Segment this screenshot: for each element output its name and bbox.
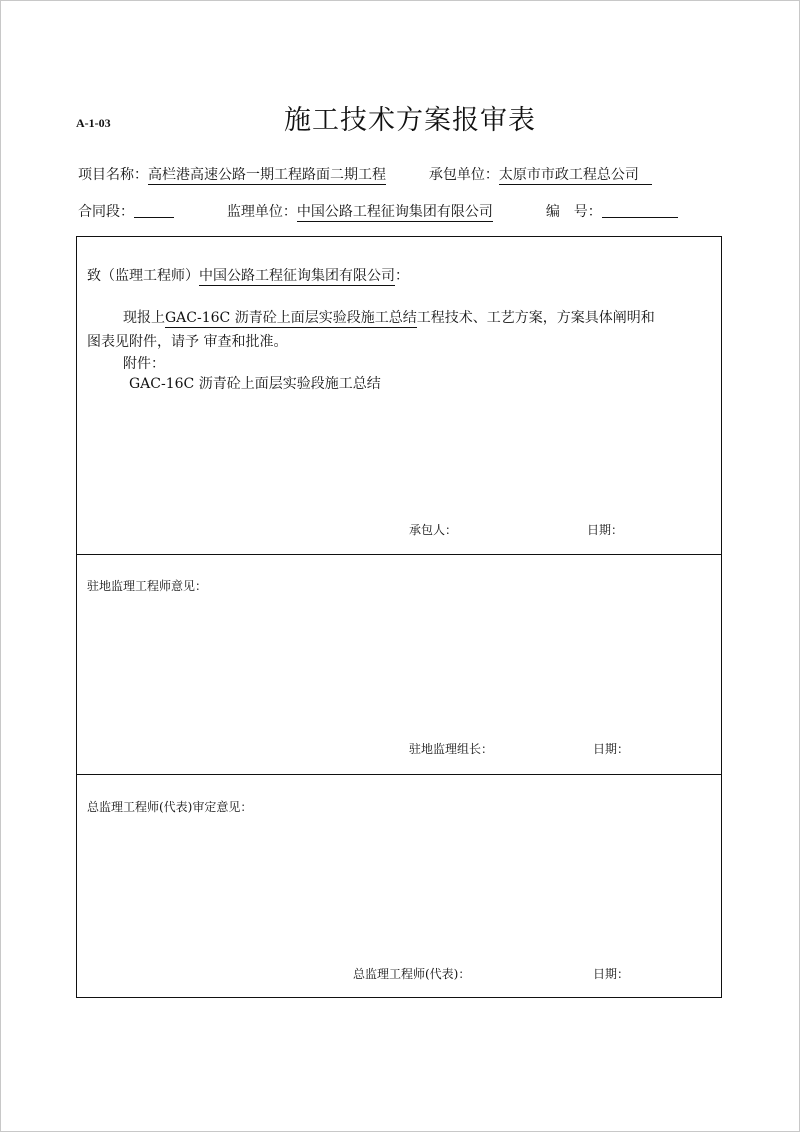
attachment-item: GAC-16C 沥青砼上面层实验段施工总结 <box>129 376 381 392</box>
addressee-value: 中国公路工程征询集团有限公司 <box>199 268 395 284</box>
contractor-signer-label: 承包人： <box>409 523 458 537</box>
submission-line-2: 图表见附件，请予 审查和批准。 <box>87 334 288 350</box>
submission-subject: GAC-16C 沥青砼上面层实验段施工总结 <box>165 310 417 326</box>
resident-engineer-heading: 驻地监理工程师意见： <box>87 579 208 593</box>
form-code: A-1-03 <box>76 116 111 130</box>
page-title: 施工技术方案报审表 <box>284 105 536 136</box>
contractor-date-label: 日期： <box>587 523 624 537</box>
contract-info-row <box>78 201 678 221</box>
section-divider-2 <box>77 774 721 775</box>
contractor-value: 太原市市政工程总公司 <box>499 167 652 185</box>
number-label: 编 号： <box>545 204 602 220</box>
number-field[interactable] <box>602 202 678 218</box>
chief-date-label: 日期： <box>593 967 630 981</box>
supervisor-value: 中国公路工程征询集团有限公司 <box>296 204 493 220</box>
chief-engineer-heading: 总监理工程师(代表)审定意见： <box>87 800 253 814</box>
addressee-line: 致（监理工程师）中国公路工程征询集团有限公司： <box>87 268 409 284</box>
contractor-label: 承包单位： <box>428 167 499 183</box>
chief-engineer-signer-label: 总监理工程师(代表)： <box>353 967 471 981</box>
attachment-label: 附件： <box>123 356 165 372</box>
contract-section-field[interactable] <box>134 202 174 218</box>
section-divider-1 <box>77 554 721 555</box>
resident-leader-signer-label: 驻地监理组长： <box>409 742 494 756</box>
supervisor-label: 监理单位： <box>226 204 297 220</box>
project-label: 项目名称： <box>78 167 148 183</box>
contract-section-label: 合同段： <box>78 204 134 220</box>
project-info-row <box>78 164 652 184</box>
resident-date-label: 日期： <box>593 742 630 756</box>
project-value: 高栏港高速公路一期工程路面二期工程 <box>148 167 386 183</box>
form-table <box>76 236 722 998</box>
submission-line-1: 现报上GAC-16C 沥青砼上面层实验段施工总结工程技术、工艺方案，方案具体阐明和 <box>123 310 655 326</box>
